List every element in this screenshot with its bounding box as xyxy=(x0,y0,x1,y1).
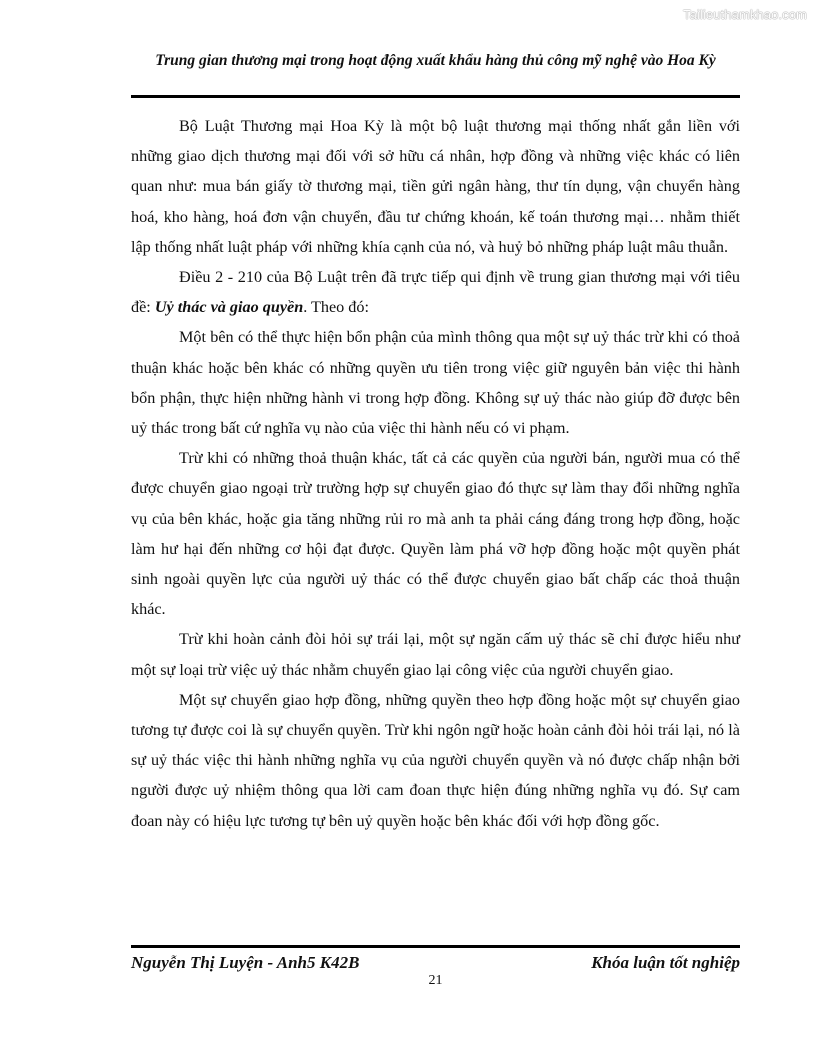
paragraph-text: Điều 2 - 210 của Bộ Luật trên đã trực tiếp qui định về trung gian thương mại với tiêu đề: xyxy=(131,268,740,317)
emphasized-title: Uỷ thác và giao quyền xyxy=(154,298,304,317)
document-body xyxy=(131,111,740,836)
running-header-title: Trung gian thương mại trong hoạt động xuất khẩu hàng thủ công mỹ nghệ vào Hoa Kỳ xyxy=(155,52,716,69)
paragraph: Một bên có thể thực hiện bổn phận của mình thông qua một sự uỷ thác trừ khi có thoả thuận khác hoặc bên khác có những quyền ưu tiên trong việc giữ nguyên bản việc thi hành bổn phận, thực hiện những hành vi trong hợp đồng. Không sự uỷ thác nào giúp đỡ được bên uỷ thác trong bất cứ nghĩa vụ nào của việc thi hành nếu có vi phạm. xyxy=(131,328,740,438)
footer-document-type: Khóa luận tốt nghiệp xyxy=(591,953,740,972)
paragraph: Trừ khi hoàn cảnh đòi hỏi sự trái lại, một sự ngăn cấm uỷ thác sẽ chỉ được hiểu như một sự loại trừ việc uỷ thác nhằm chuyển giao lại công việc của người chuyển giao. xyxy=(131,630,740,679)
paragraph-text: . Theo đó: xyxy=(303,298,369,317)
paragraph: Bộ Luật Thương mại Hoa Kỳ là một bộ luật thương mại thống nhất gắn liền với những giao dịch thương mại đối với sở hữu cá nhân, hợp đồng và những việc khác có liên quan như: mua bán giấy tờ thương mại, tiền gửi ngân hàng, thư tín dụng, vận chuyển hàng hoá, kho hàng, hoá đơn vận chuyển, đầu tư chứng khoán, kế toán thương mại… nhằm thiết lập thống nhất luật pháp với những khía cạnh của nó, và huỷ bỏ những pháp luật mâu thuẫn. xyxy=(131,117,740,256)
footer-divider xyxy=(131,945,740,948)
paragraph: Một sự chuyển giao hợp đồng, những quyền theo hợp đồng hoặc một sự chuyển giao tương tự được coi là sự chuyển quyền. Trừ khi ngôn ngữ hoặc hoàn cảnh đòi hỏi trái lại, nó là sự uỷ thác việc thi hành những nghĩa vụ của người chuyển quyền và nó được chấp nhận bởi người được uỷ nhiệm thông qua lời cam đoan thực hiện đúng những nghĩa vụ đó. Sự cam đoan này có hiệu lực tương tự bên uỷ quyền hoặc bên khác đối với hợp đồng gốc. xyxy=(131,690,740,830)
watermark: Tailieuthamkhao.com xyxy=(682,7,807,22)
page-number: 21 xyxy=(428,973,443,988)
header-divider xyxy=(131,95,740,98)
footer-author: Nguyễn Thị Luyện - Anh5 K42B xyxy=(131,953,360,972)
paragraph xyxy=(131,262,740,322)
paragraph: Trừ khi có những thoả thuận khác, tất cả các quyền của người bán, người mua có thể được chuyển giao ngoại trừ trường hợp sự chuyển giao đó thực sự làm thay đổi những nghĩa vụ của bên khác, hoặc gia tăng những rủi ro mà anh ta phải cáng đáng trong hợp đồng, hoặc làm hư hại đến những cơ hội đạt được. Quyền làm phá vỡ hợp đồng hoặc một quyền phát sinh ngoài quyền lực của người uỷ thác có thể được chuyển giao bất chấp các thoả thuận khác. xyxy=(131,449,740,619)
